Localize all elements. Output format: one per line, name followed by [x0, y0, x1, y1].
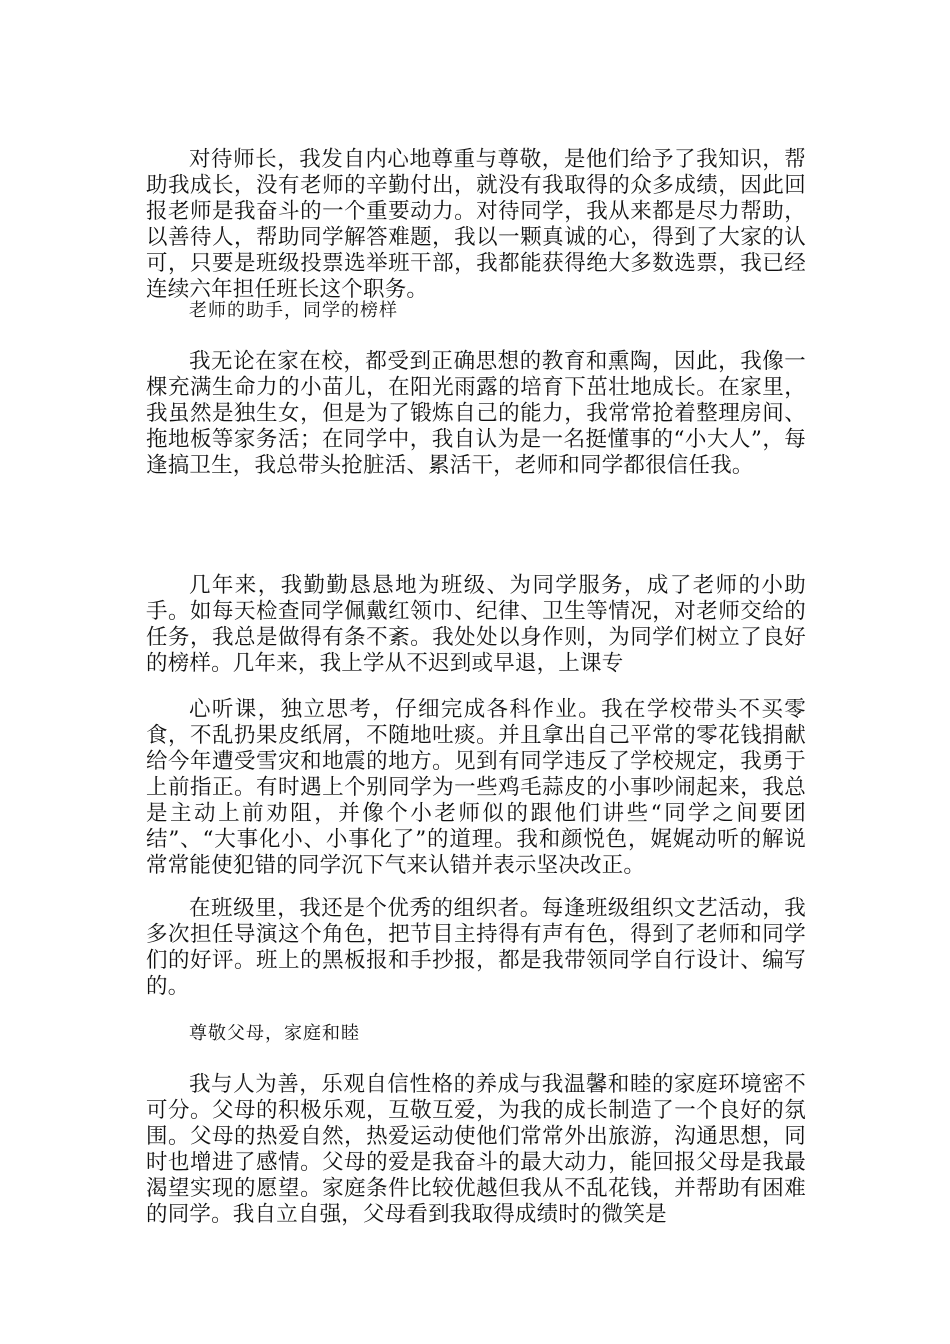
paragraph-growth-at-home-and-school: 我无论在家在校，都受到正确思想的教育和熏陶，因此，我像一棵充满生命力的小苗儿，在阳光雨露的培育下茁壮地成长。在家里，我虽然是独生女，但是为了锻炼自己的能力，我常常抢着整理房间、拖地板等家务活；在同学中，我自认为是一名挺懂事的“小大人”，每逢搞卫生，我总带头抢脏活、累活干，老师和同学都很信任我。 — [146, 349, 806, 478]
paragraph-serving-class: 几年来，我勤勤恳恳地为班级、为同学服务，成了老师的小助手。如每天检查同学佩戴红领巾、纪律、卫生等情况，对老师交给的任务，我总是做得有条不紊。我处处以身作则，为同学们树立了良好的榜样。几年来，我上学从不迟到或早退，上课专 — [146, 573, 806, 676]
section-heading-respect-parents: 尊敬父母，家庭和睦 — [189, 1023, 360, 1044]
paragraph-family-harmony: 我与人为善，乐观自信性格的养成与我温馨和睦的家庭环境密不可分。父母的积极乐观，互敬互爱，为我的成长制造了一个良好的氛围。父母的热爱自然，热爱运动使他们常常外出旅游，沟通思想，同时也增进了感情。父母的爱是我奋斗的最大动力，能回报父母是我最渴望实现的愿望。家庭条件比较优越但我从不乱花钱，并帮助有困难的同学。我自立自强，父母看到我取得成绩时的微笑是 — [146, 1072, 806, 1227]
paragraph-respect-teachers: 对待师长，我发自内心地尊重与尊敬，是他们给予了我知识，帮助我成长，没有老师的辛勤付出，就没有我取得的众多成绩，因此回报老师是我奋斗的一个重要动力。对待同学，我从来都是尽力帮助，以善待人，帮助同学解答难题，我以一颗真诚的心，得到了大家的认可，只要是班级投票选举班干部，我都能获得绝大多数选票，我已经连续六年担任班长这个职务。 — [146, 147, 806, 302]
section-heading-teacher-helper: 老师的助手，同学的榜样 — [189, 300, 398, 321]
paragraph-diligent-study: 心听课，独立思考，仔细完成各科作业。我在学校带头不买零食，不乱扔果皮纸屑，不随地吐痰。并且拿出自己平常的零花钱捐献给今年遭受雪灾和地震的地方。见到有同学违反了学校规定，我勇于上前指正。有时遇上个别同学为一些鸡毛蒜皮的小事吵闹起来，我总是主动上前劝阻，并像个小老师似的跟他们讲些“同学之间要团结”、“大事化小、小事化了”的道理。我和颜悦色，娓娓动听的解说常常能使犯错的同学沉下气来认错并表示坚决改正。 — [146, 697, 806, 878]
paragraph-class-organizer: 在班级里，我还是个优秀的组织者。每逢班级组织文艺活动，我多次担任导演这个角色，把节目主持得有声有色，得到了老师和同学们的好评。班上的黑板报和手抄报，都是我带领同学自行设计、编写的。 — [146, 896, 806, 999]
